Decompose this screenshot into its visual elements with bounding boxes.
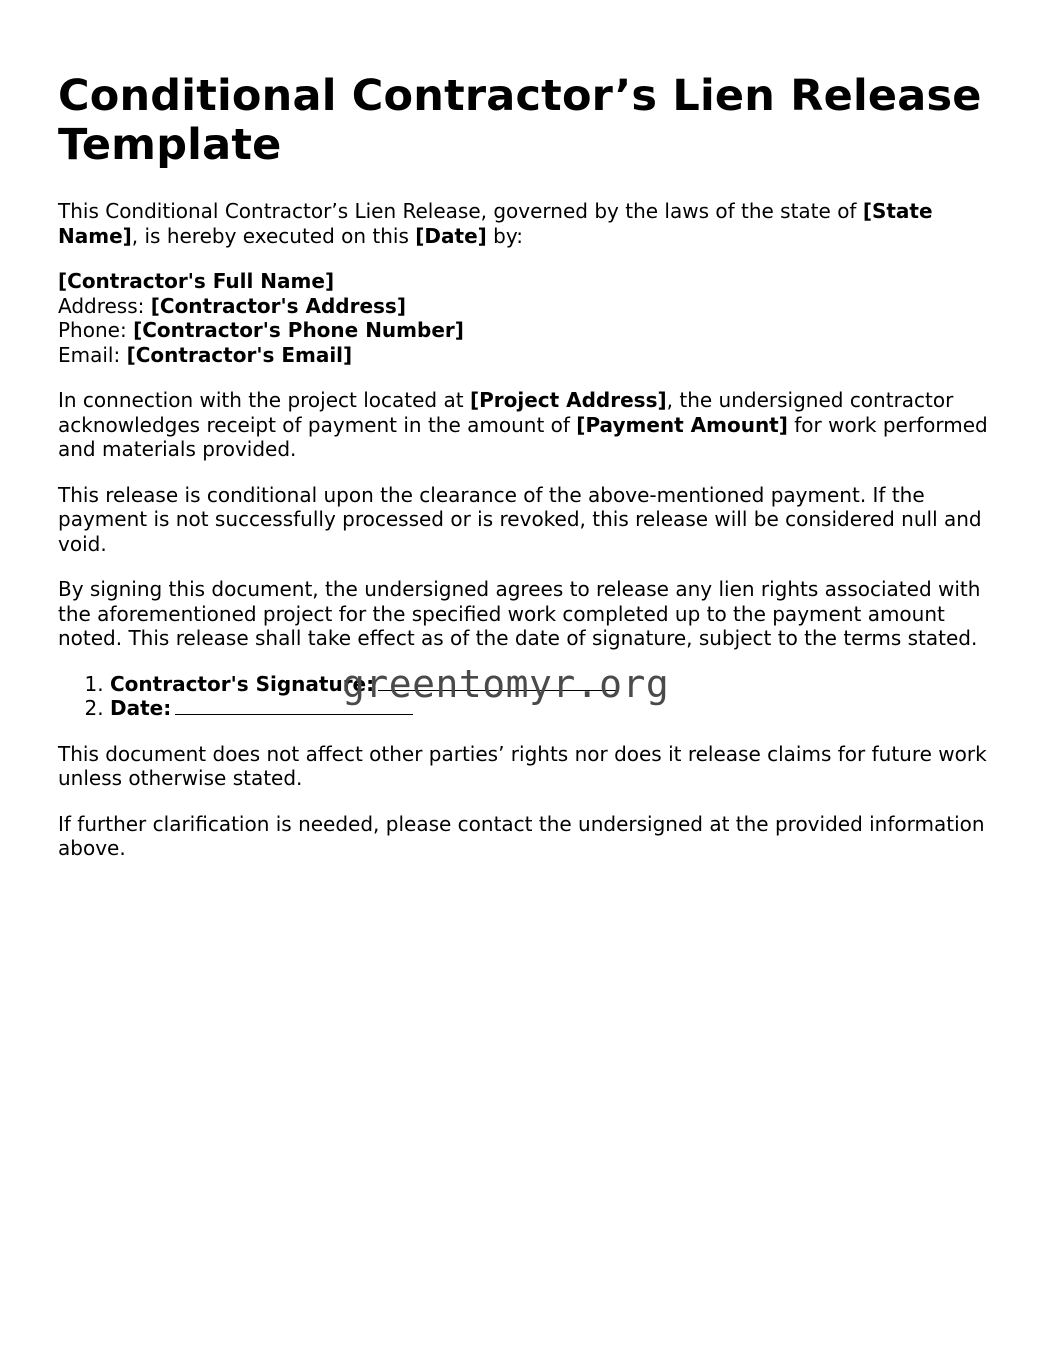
signature-label: Contractor's Signature: [110, 671, 375, 696]
email-label: Email: [58, 342, 127, 367]
watermark-text: greentomyr.org [342, 662, 670, 706]
contractor-phone-placeholder: [Contractor's Phone Number] [133, 318, 464, 342]
phone-label: Phone: [58, 318, 134, 342]
contractor-address-placeholder: [Contractor's Address] [150, 293, 406, 318]
agreement-paragraph: By signing this document, the undersigned agrees to release any lien rights associated with the aforementioned project for the specified work completed up to the payment amount noted. This release shall take effect as of the date of signature, subject to the terms stated. [58, 577, 981, 650]
project-text-3: for work performed and materials provided. [58, 412, 988, 461]
contractor-email-placeholder: [Contractor's Email] [126, 342, 353, 367]
contractor-name-placeholder: [Contractor's Full Name] [58, 269, 335, 293]
project-text-1: In connection with the project located at [58, 388, 470, 412]
intro-paragraph [58, 199, 998, 248]
date-placeholder: [Date] [415, 223, 487, 248]
contact-paragraph: If further clarification is needed, please contact the undersigned at the provided information above. [58, 811, 985, 860]
intro-text-3: by: [486, 223, 523, 248]
document-title: Conditional Contractor’s Lien Release Template [58, 71, 982, 170]
state-name-placeholder: [State Name] [58, 199, 933, 248]
intro-text-1: This Conditional Contractor’s Lien Release, governed by the laws of the state of [58, 199, 863, 223]
project-address-placeholder: [Project Address] [469, 388, 667, 412]
address-label: Address: [58, 293, 151, 318]
intro-text-2: , is hereby executed on this [131, 223, 416, 248]
project-text-2: , the undersigned contractor acknowledges receipt of payment in the amount of [58, 388, 954, 437]
project-paragraph [58, 388, 998, 462]
rights-paragraph: This document does not affect other parties’ rights nor does it release claims for future work unless otherwise stated. [58, 741, 987, 790]
payment-amount-placeholder: [Payment Amount] [576, 412, 788, 437]
condition-paragraph: This release is conditional upon the clearance of the above-mentioned payment. If the payment is not successfully processed or is revoked, this release will be considered null and void. [58, 482, 982, 556]
document-page [58, 72, 998, 882]
date-label: Date: [110, 696, 172, 720]
contractor-info-block [58, 269, 998, 367]
